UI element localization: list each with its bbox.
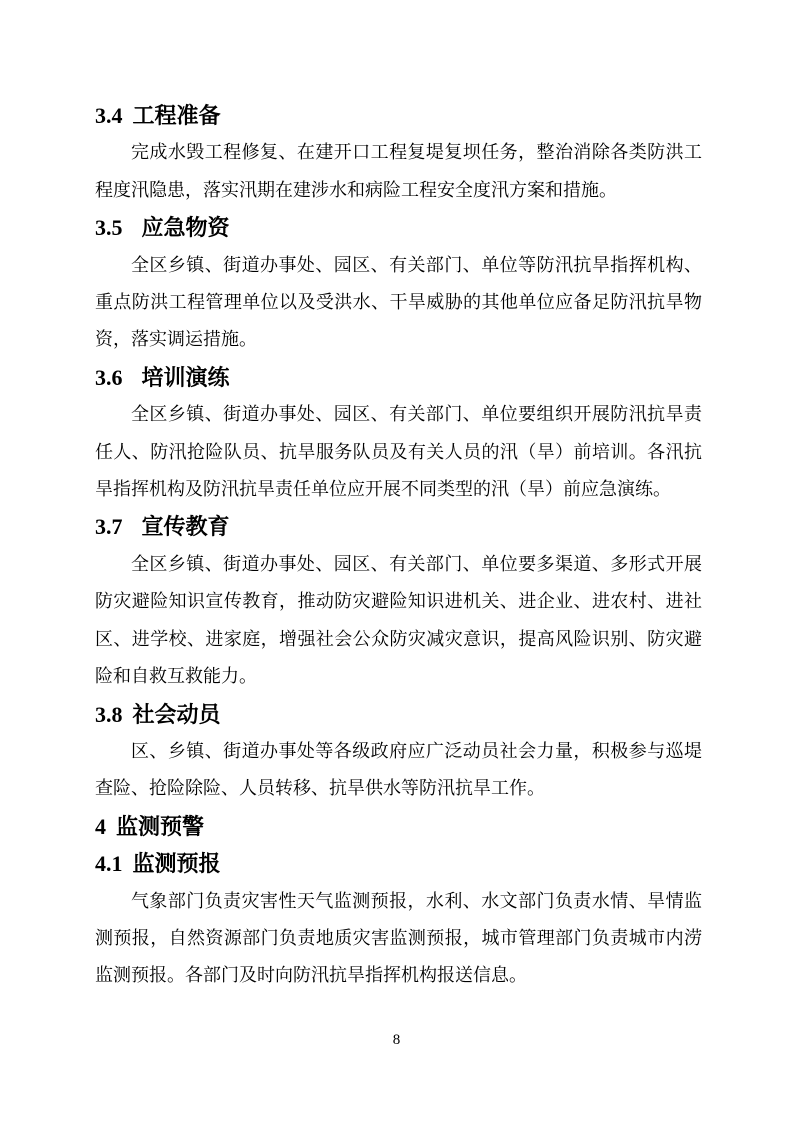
- section-heading: [95, 845, 702, 882]
- heading-number: 3.7: [95, 514, 123, 540]
- heading-title: 社会动员: [132, 701, 221, 727]
- section-heading: [95, 209, 702, 246]
- heading-title: 应急物资: [141, 215, 230, 241]
- section-3-6: [95, 359, 702, 509]
- heading-number: 4.1: [95, 851, 123, 877]
- section-heading: [95, 359, 702, 396]
- heading-number: 3.8: [95, 701, 123, 727]
- paragraph: 全区乡镇、街道办事处、园区、有关部门、单位要组织开展防汛抗旱责任人、防汛抢险队员、抗旱服务队员及有关人员的汛（旱）前培训。各汛抗旱指挥机构及防汛抗旱责任单位应开展不同类型的汛（旱）前应急演练。: [95, 404, 702, 500]
- heading-title: 监测预警: [116, 813, 205, 839]
- section-heading: [95, 808, 702, 845]
- heading-title: 工程准备: [132, 103, 221, 128]
- paragraph: 区、乡镇、街道办事处等各级政府应广泛动员社会力量，积极参与巡堤查险、抢险除险、人员转移、抗旱供水等防汛抗旱工作。: [95, 740, 702, 799]
- heading-title: 监测预报: [132, 851, 221, 877]
- section-3-8: [95, 696, 702, 808]
- heading-title: 培训演练: [141, 364, 230, 390]
- paragraph: 完成水毁工程修复、在建开口工程复堤复坝任务，整治消除各类防洪工程度汛隐患，落实汛期在建涉水和病险工程安全度汛方案和措施。: [95, 142, 702, 200]
- heading-number: 3.6: [95, 364, 123, 390]
- section-heading: [95, 508, 702, 545]
- section-3-7: [95, 508, 702, 695]
- paragraph: 全区乡镇、街道办事处、园区、有关部门、单位要多渠道、多形式开展防灾避险知识宣传教育，推动防灾避险知识进机关、进企业、进农村、进社区、进学校、进家庭，增强社会公众防灾减灾意识，提高风险识别、防灾避险和自救互救能力。: [95, 553, 702, 687]
- page-number: 8: [392, 1032, 401, 1048]
- section-heading: [95, 97, 702, 134]
- page-footer: [0, 1030, 793, 1050]
- heading-number: 4: [95, 813, 106, 839]
- heading-number: 3.4: [95, 103, 123, 128]
- section-3-4: [95, 97, 702, 209]
- heading-title: 宣传教育: [141, 514, 230, 540]
- section-heading: [95, 696, 702, 733]
- section-4-1: [95, 845, 702, 995]
- section-4: [95, 808, 702, 845]
- paragraph: 气象部门负责灾害性天气监测预报，水利、水文部门负责水情、旱情监测预报，自然资源部门负责地质灾害监测预报，城市管理部门负责城市内涝监测预报。各部门及时向防汛抗旱指挥机构报送信息。: [95, 890, 702, 986]
- section-3-5: [95, 209, 702, 359]
- document-content: [95, 97, 702, 995]
- heading-number: 3.5: [95, 215, 123, 241]
- paragraph: 全区乡镇、街道办事处、园区、有关部门、单位等防汛抗旱指挥机构、重点防洪工程管理单位以及受洪水、干旱威胁的其他单位应备足防汛抗旱物资，落实调运措施。: [95, 254, 702, 350]
